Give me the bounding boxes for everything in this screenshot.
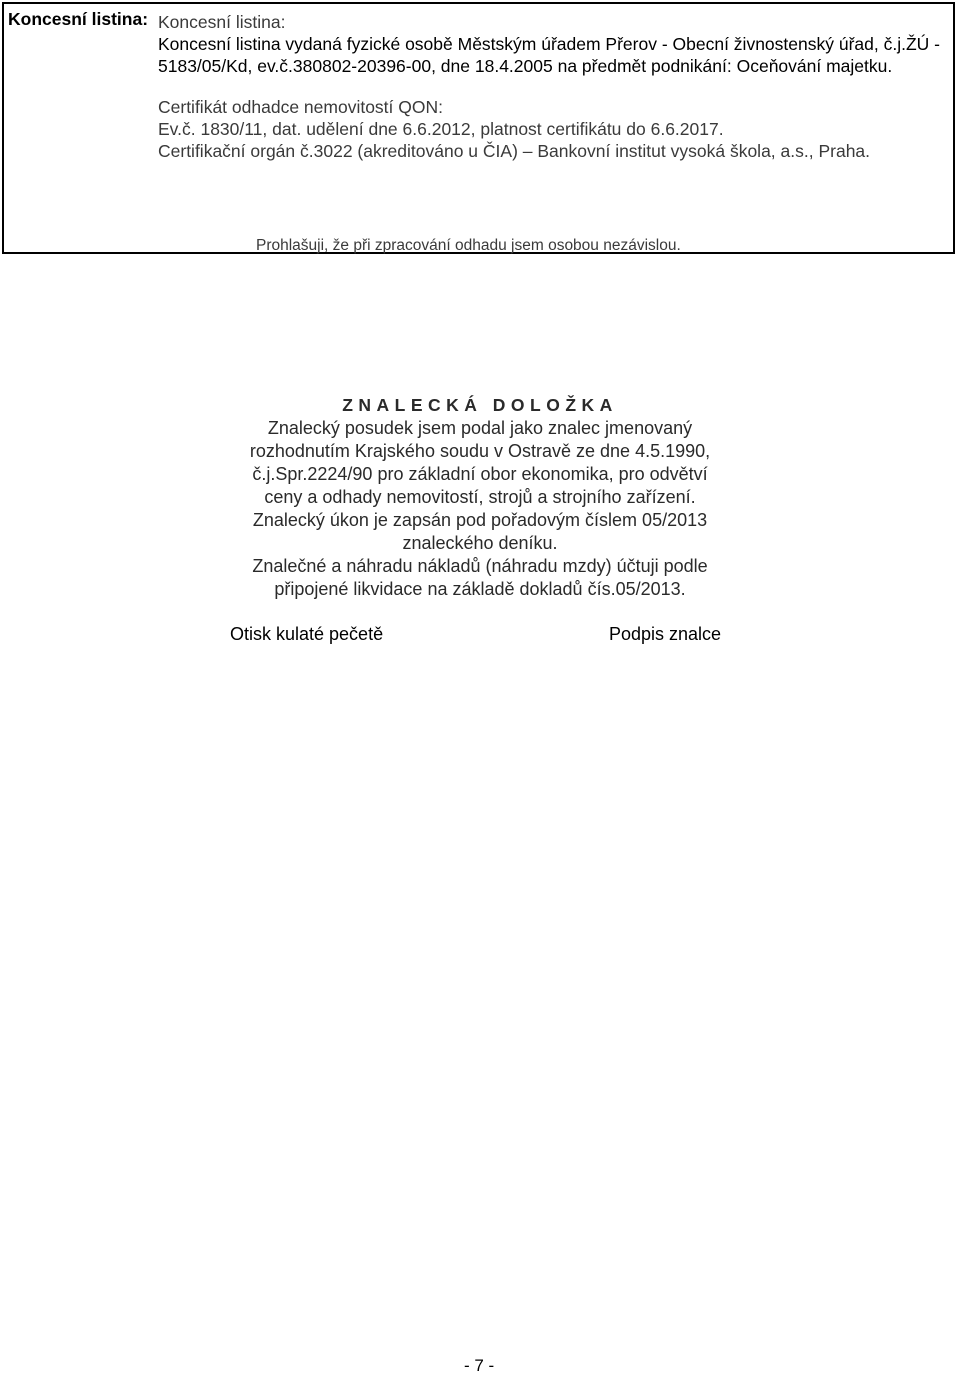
stamp-label: Otisk kulaté pečetě — [230, 624, 384, 644]
clause-line: Znalečné a náhradu nákladů (náhradu mzdy) účtuji podle — [252, 556, 708, 576]
certificate-line-1: Ev.č. 1830/11, dat. udělení dne 6.6.2012, platnost certifikátu do 6.6.2017. — [158, 119, 724, 139]
independence-declaration: Prohlašuji, že při zpracování odhadu jsem osobou nezávislou. — [256, 237, 681, 254]
signature-label: Podpis znalce — [609, 624, 722, 644]
clause-line: znaleckého deníku. — [402, 533, 558, 553]
clause-line: Znalecký posudek jsem podal jako znalec jmenovaný — [267, 418, 693, 438]
page-number: - 7 - — [464, 1356, 495, 1375]
license-label: Koncesní listina: — [8, 9, 149, 29]
clause-line: rozhodnutím Krajského soudu v Ostravě ze dne 4.5.1990, — [249, 441, 711, 461]
clause-line: č.j.Spr.2224/90 pro základní obor ekonomika, pro odvětví — [252, 464, 708, 484]
certificate-line-2: Certifikační orgán č.3022 (akreditováno u ČIA) – Bankovní institut vysoká škola, a.s., Praha. — [158, 141, 871, 161]
clause-line: Znalecký úkon je zapsán pod pořadovým číslem 05/2013 — [252, 510, 708, 530]
clause-title: ZNALECKÁ DOLOŽKA — [342, 395, 618, 415]
certificate-heading: Certifikát odhadce nemovitostí QON: — [158, 97, 443, 117]
expert-clause — [200, 393, 760, 601]
license-box — [2, 2, 955, 254]
clause-line: připojené likvidace na základě dokladů čís.05/2013. — [274, 579, 686, 599]
clause-line: ceny a odhady nemovitostí, strojů a strojního zařízení. — [264, 487, 696, 507]
license-title: Koncesní listina: — [158, 12, 286, 32]
license-body — [158, 11, 948, 162]
license-text: Koncesní listina vydaná fyzické osobě Městským úřadem Přerov - Obecní živnostenský úřad, č.j.ŽÚ - 5183/05/Kd, ev.č.380802-20396-00, dne 18.4.2005 na předmět podnikání: Oceňování majetku. — [158, 34, 940, 76]
